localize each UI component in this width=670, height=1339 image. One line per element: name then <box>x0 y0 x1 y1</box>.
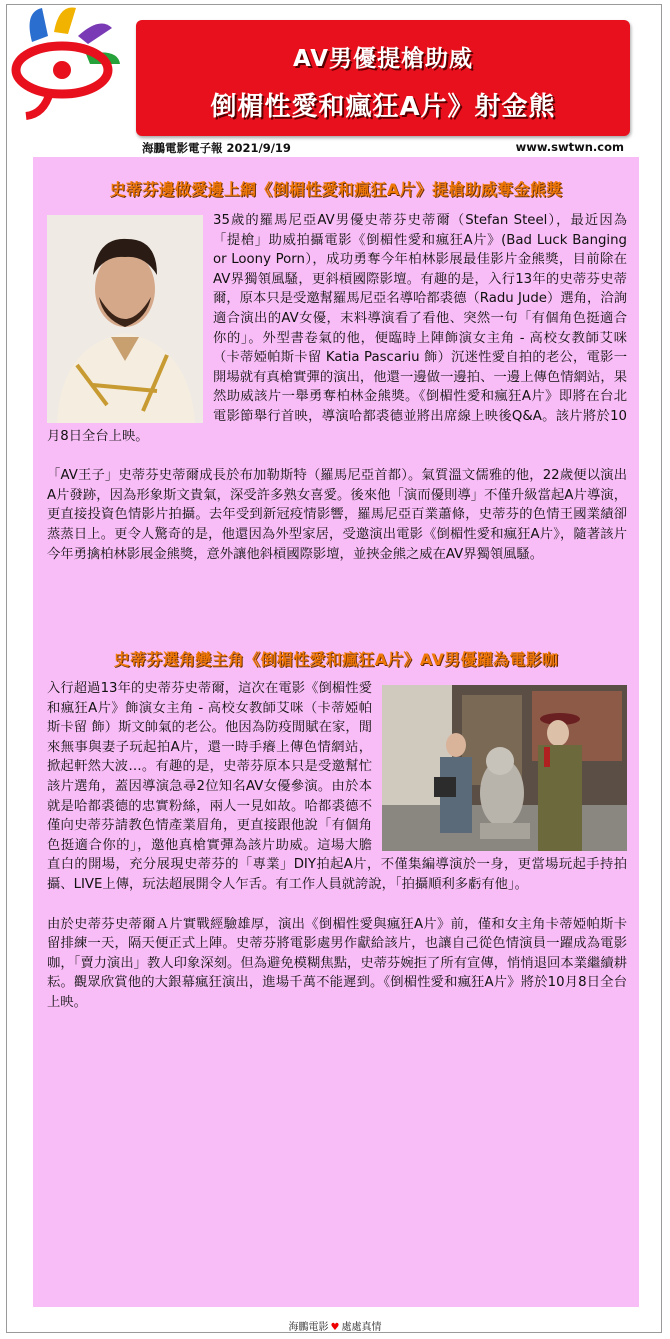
section2-paragraph1: 入行超過13年的史蒂芬史蒂爾，這次在電影《倒楣性愛和瘋狂A片》飾演女主角 - 高校女教師艾咪（卡蒂婭帕斯卡留 飾）斯文帥氣的老公。他因為防疫閒賦在家，閒來無事與妻子玩起拍A片，還一時手癢上傳色情網站，掀起軒然大波…。有趣的是，史蒂芬原本只是受邀幫忙該片選角，蓋因導演急尋2位知名AV女優參演。由於本就是哈都裘德的忠實粉絲，兩人一見如故。哈都裘德不僅向史蒂芬請教色情產業眉角，更直接跟他說「有個角色挺適合你的」，邀他真槍實彈為該片助威。這場大膽直白的開場，充分展現史蒂芬的「專業」DIY拍起A片，不僅集編導演於一身，更當場玩起手持拍攝、LIVE上傳，玩法超展開令人乍舌。有工作人員就誇說，「拍攝順利多虧有他」。 <box>47 681 627 892</box>
section1-paragraph1: 35歲的羅馬尼亞AV男優史蒂芬史蒂爾（Stefan Steel），最近因為「提槍」助威拍攝電影《倒楣性愛和瘋狂A片》(Bad Luck Banging or Loony Porn），成功勇奪今年柏林影展最佳影片金熊獎，目前除在AV界獨領風騷，更斜槓國際影壇。有趣的是，入行13年的史蒂芬史蒂爾，原本只是受邀幫羅馬尼亞名導哈都裘德（Radu Jude）選角，洽詢適合演出的AV女優，末料導演看了看他、突然一句「有個角色挺適合你的」。外型書卷氣的他，便臨時上陣飾演女主角 - 高校女教師艾咪（卡蒂婭帕斯卡留 Katia Pascariu 飾）沉迷性愛自拍的老公，電影一開場就有真槍實彈的演出，他還一邊做一邊拍、一邊上傳色情網站，果然助威該片一舉勇奪柏林金熊獎。《倒楣性愛和瘋狂A片》即將在台北電影節舉行首映，導演哈都裘德並將出席線上映後Q&A。該片將於10月8日全台上映。 <box>47 213 627 444</box>
footer <box>0 1318 670 1333</box>
actor-portrait-photo <box>47 215 203 423</box>
logo-pupil <box>53 61 71 79</box>
section2-heading: 史蒂芬選角變主角《倒楣性愛和瘋狂A片》AV男優躍為電影咖 <box>113 650 559 669</box>
banner-title-line2: 倒楣性愛和瘋狂A片》射金熊 <box>210 92 556 122</box>
logo-tail <box>26 92 50 116</box>
section2-paragraph2: 由於史蒂芬史蒂爾Ａ片實戰經驗雄厚，演出《倒楣性愛與瘋狂A片》前，僅和女主角卡蒂婭帕斯卡留排練一天，隔天便正式上陣。史蒂芬將電影處男作獻給該片，也讓自己從色情演員一躍成為電影咖，「賣力演出」教人印象深刻。但為避免模糊焦點，史蒂芬婉拒了所有宣傳，悄悄退回本業繼續耕耘。觀眾欣賞他的大銀幕瘋狂演出，進場千萬不能遲到。《倒楣性愛和瘋狂A片》將於10月8日全台上映。 <box>47 916 627 1010</box>
logo-petal-yellow <box>54 8 76 35</box>
section1-paragraph2: 「AV王子」史蒂芬史蒂爾成長於布加勒斯特（羅馬尼亞首都）。氣質溫文儒雅的他，22歲便以演出A片發跡，因為形象斯文貴氣，深受許多熟女喜愛。後來他「演而優則導」不僅升級當起A片導演，更直接投資色情影片拍攝。去年受到新冠疫情影響，羅馬尼亞百業蕭條，史蒂芬的色情王國業績卻蒸蒸日上。更令人驚奇的是，他還因為外型家居，受邀演出電影《倒楣性愛和瘋狂A片》，隨著該片今年勇擒柏林影展金熊獎，意外讓他斜槓國際影壇，並挾金熊之威在AV界獨領風騷。 <box>47 468 627 562</box>
logo <box>4 2 144 122</box>
footer-slogan: 處處真情 <box>341 1322 382 1333</box>
source-date: 海鵬電影電子報 2021/9/19 <box>142 141 291 155</box>
title-banner <box>136 20 630 136</box>
section1-heading: 史蒂芬邊做愛邊上網《倒楣性愛和瘋狂A片》提槍助威奪金熊獎 <box>109 180 563 199</box>
section2-body <box>47 679 627 1013</box>
footer-brand: 海鵬電影 <box>288 1322 329 1333</box>
logo-petal-purple <box>78 24 112 45</box>
banner-title-line1: AV男優提槍助威 <box>292 46 474 72</box>
article-panel <box>33 157 639 1307</box>
film-still-photo <box>382 685 627 851</box>
heart-icon: ♥ <box>330 1322 340 1333</box>
logo-petal-blue <box>30 8 48 42</box>
section1-body <box>47 211 627 564</box>
website-link[interactable]: www.swtwn.com <box>515 140 624 154</box>
